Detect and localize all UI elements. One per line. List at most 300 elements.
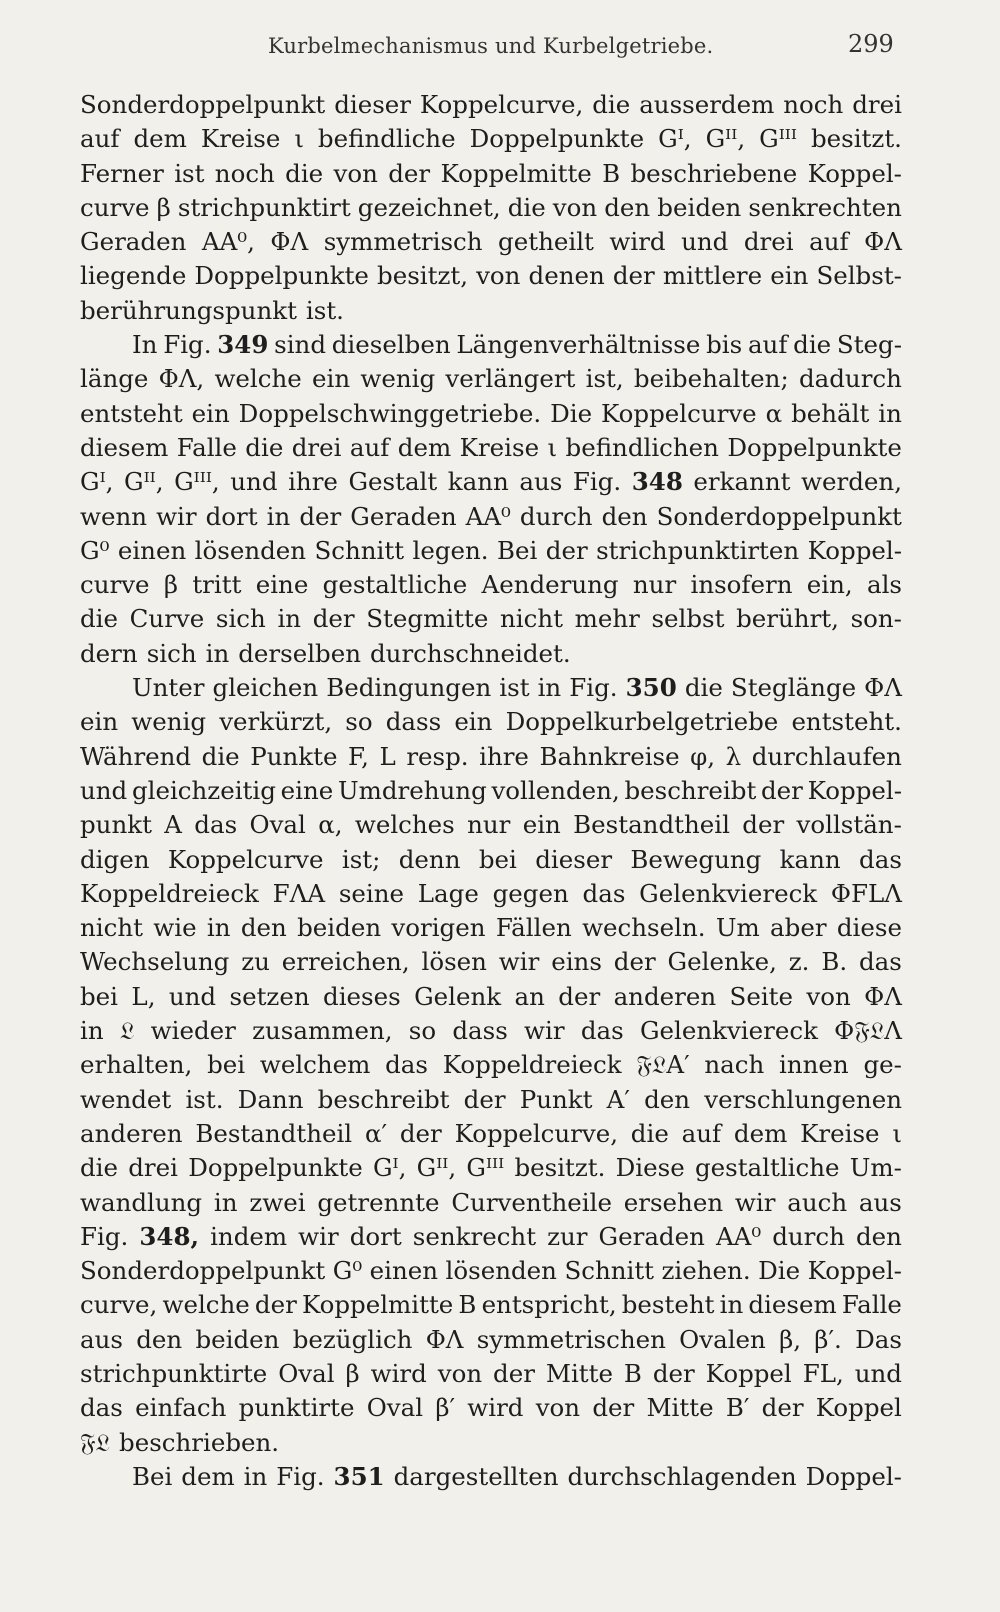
word: die	[201, 741, 240, 771]
word: beschriebene	[630, 158, 798, 188]
word: Gᴵᴵ,	[416, 1153, 457, 1183]
word: die	[592, 90, 631, 119]
word: wie	[153, 913, 197, 943]
word: den	[136, 1324, 183, 1354]
word: dem	[133, 124, 187, 154]
word: welche	[214, 364, 302, 394]
word: von	[476, 261, 521, 291]
word: Koppel	[815, 1393, 902, 1423]
word: der	[558, 981, 601, 1011]
running-title: Kurbelmechanismus und Kurbelgetriebe.	[268, 34, 714, 58]
word: das	[80, 1393, 123, 1423]
word: β′	[435, 1393, 456, 1423]
word: innen	[779, 1050, 849, 1080]
word: Gᴵ,	[372, 1153, 407, 1183]
text-line	[80, 1117, 902, 1151]
word: ein	[454, 707, 493, 737]
word: lösenden	[194, 535, 307, 565]
word: B	[602, 158, 621, 188]
word: ein,	[806, 570, 853, 600]
text-line	[80, 88, 902, 122]
word: Fig.	[276, 1461, 325, 1491]
word: zwei	[249, 1187, 306, 1217]
word: β	[163, 570, 179, 600]
word: einen	[117, 535, 187, 565]
word: resp.	[406, 741, 469, 771]
word: Geraden	[598, 1221, 705, 1251]
word: Dann	[237, 1084, 304, 1114]
word: Kreise	[800, 1118, 880, 1148]
word: anderen	[80, 1118, 183, 1148]
word: wir	[298, 1221, 339, 1251]
word: einen	[369, 1256, 439, 1286]
word: Doppelkurbelgetriebe	[505, 707, 779, 737]
word: Bewegung	[630, 844, 762, 874]
word: legen.	[412, 535, 489, 565]
word: berührt,	[736, 604, 839, 634]
word: nur	[467, 810, 511, 840]
word: φ,	[690, 741, 716, 771]
word: ι	[294, 124, 304, 154]
text-line	[80, 1288, 902, 1322]
word: F,	[347, 741, 369, 771]
word: Seite	[729, 981, 793, 1011]
word: den	[604, 192, 651, 222]
word: der	[545, 535, 588, 565]
word: nach	[704, 1050, 765, 1080]
word: ist,	[585, 364, 624, 394]
word: besitzt.	[514, 1153, 606, 1183]
word: Stegmitte	[366, 604, 489, 634]
word: auf	[681, 1118, 722, 1148]
word: wir	[498, 947, 540, 977]
word: dadurch	[798, 364, 902, 394]
word: ein	[770, 261, 809, 291]
word: G⁰	[332, 1256, 363, 1286]
word: Φ𝔉𝔏Λ	[834, 1016, 902, 1046]
word: entsteht.	[791, 707, 902, 737]
text-line	[80, 1323, 902, 1357]
word: selbst	[651, 604, 725, 634]
word: gleichen	[212, 673, 319, 703]
word: anderen	[613, 981, 717, 1011]
word: z.	[788, 947, 810, 977]
text-line	[80, 1048, 902, 1082]
word: befindliche	[317, 124, 456, 154]
word: der	[761, 775, 803, 805]
word: Gelenke,	[667, 947, 777, 977]
word: 𝔉𝔏	[80, 1427, 111, 1457]
text-line	[80, 1220, 902, 1254]
word: zu	[241, 947, 270, 977]
word: welche	[162, 1290, 250, 1320]
word: durch	[772, 1221, 845, 1251]
word: auf	[80, 124, 120, 154]
word: und	[230, 467, 278, 497]
word: strichpunktirten	[596, 535, 800, 565]
word: denen	[528, 261, 605, 291]
word: ist;	[341, 844, 381, 874]
word: zusammen,	[252, 1016, 393, 1046]
word: in	[719, 1290, 744, 1320]
word: von	[552, 192, 598, 222]
word: FL,	[802, 1358, 844, 1388]
word: von	[806, 981, 851, 1011]
word: die	[80, 604, 119, 634]
word: so	[345, 707, 373, 737]
word: Doppelpunkte	[469, 124, 645, 154]
word: als	[866, 570, 902, 600]
word: beschreibt	[317, 1084, 450, 1114]
word: wenig	[360, 364, 436, 394]
word: Fig.	[572, 467, 622, 497]
word: α,	[318, 810, 343, 840]
word: diesem	[80, 432, 169, 462]
text-line	[80, 568, 902, 602]
word: Umdrehung	[337, 775, 487, 805]
word: Mitte	[646, 1393, 714, 1423]
word: in	[80, 1016, 104, 1046]
word: Gᴵᴵ,	[705, 124, 746, 154]
word: Sonderdoppelpunkt	[656, 501, 902, 531]
word: λ	[725, 741, 742, 771]
word: an	[514, 981, 545, 1011]
word: tritt	[192, 570, 242, 600]
word: dieser	[535, 844, 613, 874]
word: dieses	[323, 981, 401, 1011]
word: Sonderdoppelpunkt	[80, 90, 326, 119]
word: digen	[80, 844, 150, 874]
text-line	[80, 602, 902, 636]
word: ι	[892, 1118, 902, 1148]
word: Koppelcurve,	[454, 1118, 618, 1148]
word: dargestellten	[393, 1461, 559, 1491]
word: G⁰	[80, 535, 110, 565]
word: beiden	[195, 1324, 280, 1354]
word: in	[213, 1187, 238, 1217]
word: das	[194, 810, 238, 840]
word: auch	[787, 1187, 848, 1217]
word: in	[878, 398, 902, 428]
word: und	[80, 775, 128, 805]
word: wechseln.	[582, 913, 706, 943]
word: dem	[733, 1118, 788, 1148]
word: getheilt	[498, 227, 594, 257]
word: Koppel	[705, 1358, 792, 1388]
word: Die	[550, 398, 593, 428]
word: Schnitt	[314, 535, 405, 565]
word: verkürzt,	[219, 707, 333, 737]
word: senkrechten	[748, 192, 902, 222]
word: L,	[131, 981, 156, 1011]
word: die	[245, 432, 284, 462]
word: 349	[217, 330, 269, 360]
word: besitzt.	[810, 124, 902, 154]
word: der	[493, 1358, 535, 1388]
word: 348,	[139, 1221, 200, 1251]
word: ΦΛ	[270, 227, 309, 257]
word: zur	[547, 1221, 588, 1251]
word: gezeichnet,	[357, 192, 501, 222]
word: Bestandtheil	[195, 1118, 353, 1148]
word: α	[765, 398, 783, 428]
word: β′.	[814, 1324, 842, 1354]
word: erreichen,	[281, 947, 410, 977]
text-line	[80, 1083, 902, 1117]
word: beiden	[297, 913, 382, 943]
word: wir	[156, 501, 197, 531]
word: drei	[743, 227, 794, 257]
word: Gᴵᴵ,	[124, 467, 164, 497]
word: α′	[364, 1118, 388, 1148]
text-line	[80, 1014, 902, 1048]
word: vorigen	[391, 913, 486, 943]
word: 𝔏	[119, 1016, 135, 1046]
word: lösenden	[445, 1256, 557, 1286]
word: 𝔉𝔏A′	[636, 1050, 690, 1080]
word: dern	[80, 638, 138, 668]
word: strichpunktirte	[80, 1358, 268, 1388]
word: bezüglich	[292, 1324, 413, 1354]
word: Längenverhältnisse	[456, 330, 701, 360]
word: Um-	[849, 1153, 902, 1183]
word: drei	[852, 90, 902, 119]
word: nicht	[80, 913, 143, 943]
word: durch	[519, 501, 593, 531]
word: Bedingungen	[326, 673, 492, 703]
word: ΦFLΛ	[830, 878, 902, 908]
word: wir	[524, 1016, 565, 1046]
word: entsteht	[80, 398, 183, 428]
word: mehr	[574, 604, 640, 634]
word: Lage	[417, 878, 479, 908]
word: Selbst-	[816, 261, 902, 291]
word: das	[582, 878, 626, 908]
word: der	[388, 158, 431, 188]
word: bei	[207, 1050, 246, 1080]
text-line	[80, 1391, 902, 1425]
word: AA⁰,	[201, 227, 255, 257]
word: das	[859, 844, 902, 874]
word: Koppel-	[807, 535, 902, 565]
word: ist	[174, 158, 205, 188]
word: Gᴵᴵᴵ	[466, 1153, 505, 1183]
word: lösen	[421, 947, 487, 977]
word: insofern	[690, 570, 793, 600]
word: der	[312, 604, 355, 634]
word: eine	[280, 775, 334, 805]
word: kann	[779, 844, 841, 874]
word: Wechselung	[80, 947, 230, 977]
word: so	[408, 1016, 437, 1046]
word: senkrecht	[412, 1221, 537, 1251]
word: denn	[398, 844, 461, 874]
word: Koppel-	[807, 1256, 902, 1286]
word: ι	[547, 432, 558, 462]
word: AA⁰	[465, 501, 511, 531]
text-line	[80, 397, 902, 431]
word: Fig.	[569, 673, 618, 703]
text-line	[80, 500, 902, 534]
word: verschlungenen	[704, 1084, 902, 1114]
word: von	[333, 158, 378, 188]
word: 351	[333, 1461, 385, 1491]
word: vollstän-	[796, 810, 902, 840]
word: werden,	[801, 467, 902, 497]
word: sind	[274, 330, 327, 360]
word: Koppeldreieck	[442, 1050, 622, 1080]
word: drei	[291, 432, 342, 462]
word: mittlere	[662, 261, 763, 291]
word: bei	[80, 981, 119, 1011]
word: Kreise	[459, 432, 540, 462]
word: setzen	[229, 981, 310, 1011]
word: ein	[191, 398, 230, 428]
word: Geraden	[350, 501, 457, 531]
text-line	[80, 1357, 902, 1391]
word: AA⁰	[715, 1221, 762, 1251]
word: curve	[80, 192, 150, 222]
word: in	[205, 638, 230, 668]
word: FΛA	[272, 878, 326, 908]
word: gegen	[492, 878, 569, 908]
word: vollenden,	[491, 775, 620, 805]
word: punkt	[80, 810, 152, 840]
word: und	[168, 981, 217, 1011]
word: Oval	[249, 810, 306, 840]
page-number: 299	[848, 30, 894, 58]
word: strichpunktirt	[177, 192, 351, 222]
word: Doppelpunkte	[188, 1153, 363, 1183]
word: Aenderung	[481, 570, 619, 600]
word: Fällen	[495, 913, 572, 943]
word: eins	[551, 947, 602, 977]
word: ist.	[305, 295, 344, 325]
word: ziehen.	[661, 1256, 751, 1286]
word: in	[277, 604, 302, 634]
word: ist.	[185, 1084, 224, 1114]
word: ihre	[288, 467, 338, 497]
word: der	[612, 261, 655, 291]
text-line	[80, 225, 902, 259]
word: beiden	[657, 192, 742, 222]
word: besitzt,	[377, 261, 468, 291]
word: Steg-	[836, 330, 902, 360]
text-line	[80, 637, 902, 671]
word: Geraden	[80, 227, 187, 257]
word: von	[535, 1393, 581, 1423]
word: Punkt	[519, 1084, 593, 1114]
word: befindlichen	[565, 432, 719, 462]
word: aus	[519, 467, 563, 497]
word: sich	[146, 638, 197, 668]
word: berührungspunkt	[80, 295, 297, 325]
word: in	[266, 501, 291, 531]
word: eine	[255, 570, 309, 600]
word: dieselben	[331, 330, 451, 360]
text-line	[80, 911, 902, 945]
word: wenn	[80, 501, 148, 531]
word: Gᴵᴵᴵ	[759, 124, 797, 154]
word: erhalten,	[80, 1050, 193, 1080]
word: den	[601, 501, 648, 531]
word: der	[761, 1393, 804, 1423]
word: seine	[338, 878, 405, 908]
word: drei	[128, 1153, 178, 1183]
word: die	[285, 158, 324, 188]
word: kann	[447, 467, 509, 497]
text-line	[80, 328, 902, 362]
word: in	[537, 673, 562, 703]
text-line	[80, 705, 902, 739]
word: dass	[452, 1016, 508, 1046]
word: Oval	[278, 1358, 335, 1388]
word: beschreibt	[624, 775, 757, 805]
word: der	[399, 1118, 442, 1148]
word: welchem	[259, 1050, 371, 1080]
word: Koppel-	[807, 158, 902, 188]
word: noch	[783, 90, 844, 119]
word: Doppel-	[805, 1461, 902, 1491]
word: Curventheile	[451, 1187, 612, 1217]
word: diesem	[748, 1290, 837, 1320]
text-line	[80, 122, 902, 156]
word: punktirte	[238, 1393, 355, 1423]
word: ΦΛ	[864, 227, 902, 257]
word: Koppelmitte	[301, 1290, 454, 1320]
word: dem	[181, 1461, 235, 1491]
word: getrennte	[317, 1187, 440, 1217]
word: den	[855, 1221, 902, 1251]
word: dieser	[334, 90, 411, 119]
word: B′	[725, 1393, 750, 1423]
word: auf	[809, 227, 849, 257]
word: die	[507, 192, 546, 222]
word: nur	[632, 570, 677, 600]
word: und	[854, 1358, 902, 1388]
word: wieder	[150, 1016, 236, 1046]
word: durchschneidet.	[370, 638, 571, 668]
word: Koppel-	[807, 775, 902, 805]
word: verlängert	[445, 364, 576, 394]
word: Bei	[132, 1461, 173, 1491]
word: Mitte	[545, 1358, 613, 1388]
text-line	[80, 1254, 902, 1288]
word: Falle	[841, 1290, 902, 1320]
word: 350	[625, 673, 677, 703]
word: Bestandtheil	[573, 810, 730, 840]
word: Gelenkviereck	[639, 1016, 818, 1046]
word: Während	[80, 741, 192, 771]
body-text	[80, 88, 902, 1494]
word: B	[623, 1358, 642, 1388]
word: beschrieben.	[119, 1427, 280, 1457]
text-line	[80, 157, 902, 191]
word: derselben	[238, 638, 361, 668]
word: von	[437, 1358, 483, 1388]
word: Fig.	[163, 330, 212, 360]
text-line	[80, 774, 902, 808]
word: ΦΛ	[864, 981, 902, 1011]
word: Kreise	[200, 124, 281, 154]
word: wird	[370, 1358, 427, 1388]
text-line	[80, 259, 902, 293]
word: beibehalten;	[633, 364, 789, 394]
word: länge	[80, 364, 149, 394]
word: Falle	[176, 432, 237, 462]
word: welches	[354, 810, 455, 840]
word: aus	[858, 1187, 902, 1217]
